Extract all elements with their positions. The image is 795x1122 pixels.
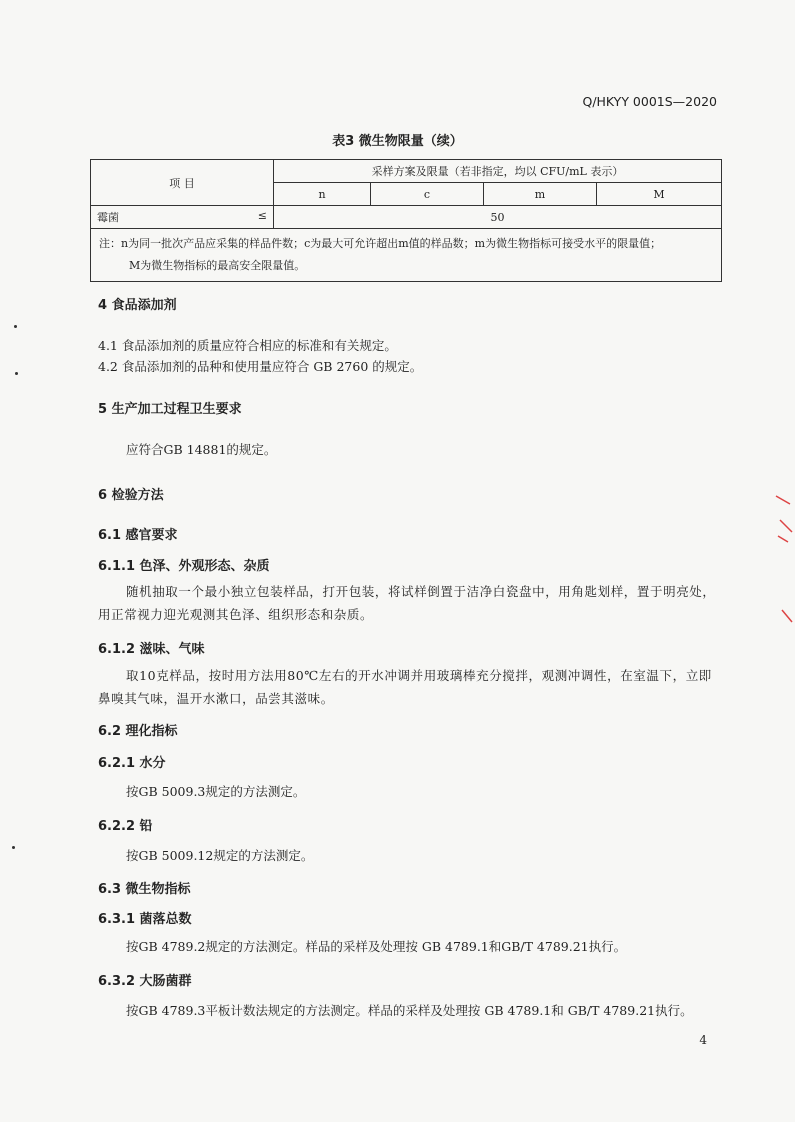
clause-4-2: 4.2 食品添加剂的品种和使用量应符合 GB 2760 的规定。 bbox=[98, 359, 423, 374]
scan-speck bbox=[12, 846, 15, 849]
table-row bbox=[91, 206, 722, 229]
row-value: 50 bbox=[274, 206, 722, 229]
section-6-1-heading: 6.1 感官要求 bbox=[98, 528, 178, 543]
scan-speck bbox=[14, 325, 17, 328]
header-item: 项 目 bbox=[91, 160, 274, 206]
header-m: m bbox=[484, 183, 597, 206]
section-6-2-2-heading: 6.2.2 铅 bbox=[98, 819, 153, 834]
section-6-2-1-heading: 6.2.1 水分 bbox=[98, 756, 166, 771]
standard-code: Q/HKYY 0001S—2020 bbox=[582, 94, 717, 109]
section-5-heading: 5 生产加工过程卫生要求 bbox=[98, 402, 242, 417]
section-6-2-heading: 6.2 理化指标 bbox=[98, 724, 178, 739]
row-item bbox=[91, 206, 274, 229]
section-6-2-1-text: 按GB 5009.3规定的方法测定。 bbox=[126, 784, 306, 799]
page-number: 4 bbox=[699, 1033, 707, 1047]
section-6-3-2-text: 按GB 4789.3平板计数法规定的方法测定。样品的采样及处理按 GB 4789.1和 GB/T 4789.21执行。 bbox=[126, 1003, 693, 1018]
row-item-label: 霉菌 bbox=[97, 211, 119, 224]
scan-speck bbox=[15, 372, 18, 375]
microbial-limit-table bbox=[90, 159, 722, 282]
note-line-1: 注：n为同一批次产品应采集的样品件数；c为最大可允许超出m值的样品数；m为微生物指标可接受水平的限量值； bbox=[99, 237, 662, 250]
row-symbol: ≤ bbox=[257, 209, 267, 222]
section-6-heading: 6 检验方法 bbox=[98, 488, 164, 503]
header-M: M bbox=[597, 183, 722, 206]
section-5-text: 应符合GB 14881的规定。 bbox=[126, 442, 277, 457]
section-6-1-1-heading: 6.1.1 色泽、外观形态、杂质 bbox=[98, 559, 270, 574]
section-6-1-2-text: 取10克样品，按时用方法用80℃左右的开水冲调并用玻璃棒充分搅拌，观测冲调性，在室温下，立即鼻嗅其气味，温开水漱口，品尝其滋味。 bbox=[98, 668, 712, 706]
section-6-3-1-text: 按GB 4789.2规定的方法测定。样品的采样及处理按 GB 4789.1和GB/T 4789.21执行。 bbox=[126, 939, 627, 954]
red-stamp-edge-mark bbox=[772, 490, 794, 630]
clause-4-1: 4.1 食品添加剂的质量应符合相应的标准和有关规定。 bbox=[98, 338, 397, 353]
header-sampling-plan: 采样方案及限量（若非指定，均以 CFU/mL 表示） bbox=[274, 160, 722, 183]
header-c: c bbox=[371, 183, 484, 206]
section-6-1-2-heading: 6.1.2 滋味、气味 bbox=[98, 642, 205, 657]
table-note bbox=[91, 229, 722, 282]
section-6-3-1-heading: 6.3.1 菌落总数 bbox=[98, 912, 192, 927]
section-6-3-heading: 6.3 微生物指标 bbox=[98, 882, 191, 897]
section-4-heading: 4 食品添加剂 bbox=[98, 298, 177, 313]
section-6-3-2-heading: 6.3.2 大肠菌群 bbox=[98, 974, 192, 989]
section-6-1-1-text: 随机抽取一个最小独立包装样品，打开包装，将试样倒置于洁净白瓷盘中，用角匙划样，置于明亮处，用正常视力迎光观测其色泽、组织形态和杂质。 bbox=[98, 584, 716, 622]
table-title: 表3 微生物限量（续） bbox=[332, 134, 463, 149]
note-line-2: M为微生物指标的最高安全限量值。 bbox=[129, 259, 306, 272]
section-6-2-2-text: 按GB 5009.12规定的方法测定。 bbox=[126, 848, 314, 863]
header-n: n bbox=[274, 183, 371, 206]
